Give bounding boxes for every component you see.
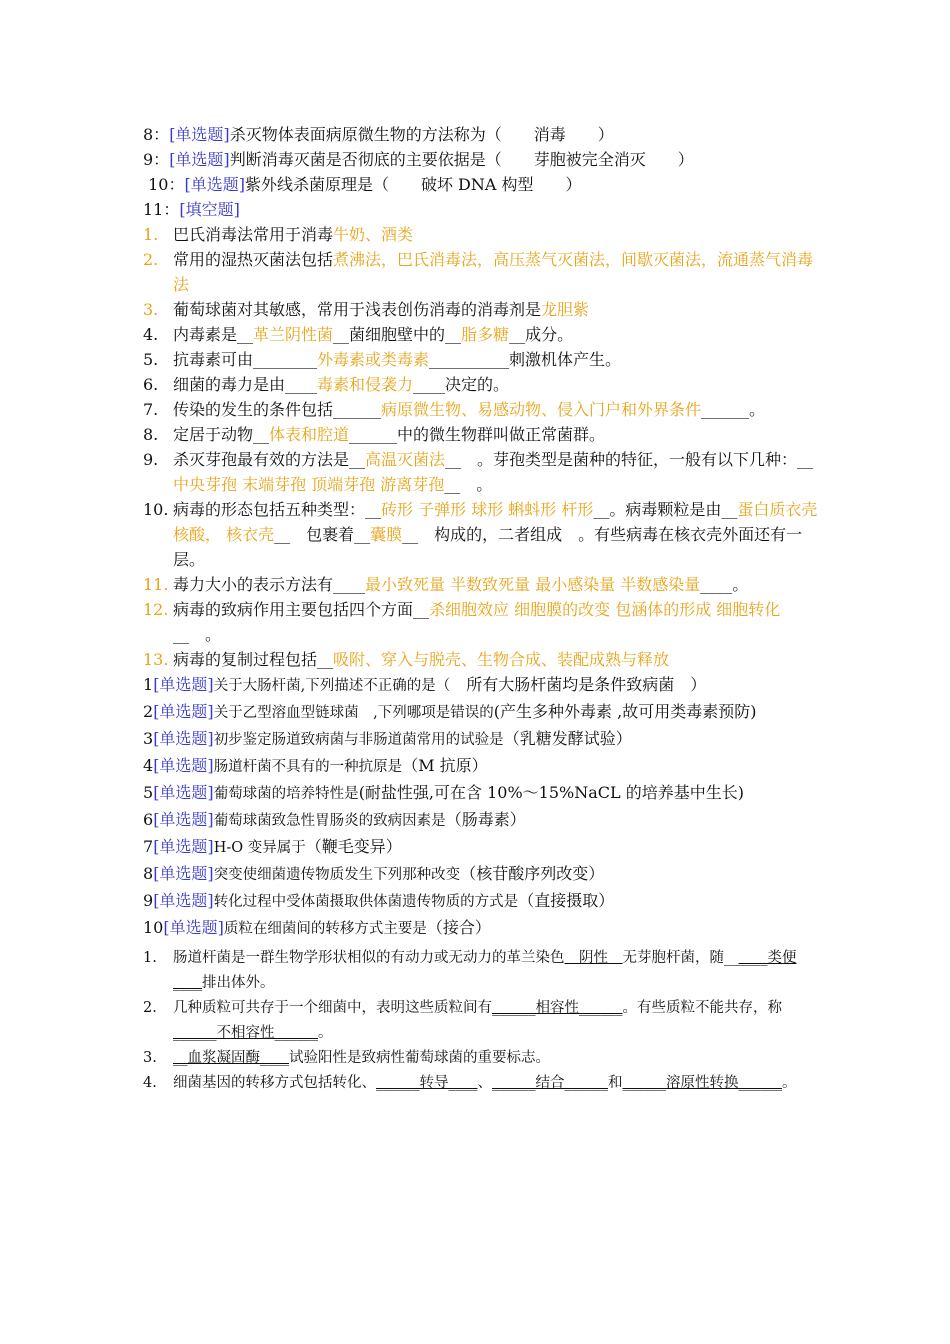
- item-number: 3.: [143, 1050, 157, 1066]
- question-text: 紫外线杀菌原理是（ 破坏 DNA 构型 ）: [244, 175, 582, 194]
- fill-item-6: 6. 细菌的毒力是由____毒素和侵袭力____决定的。: [143, 372, 820, 397]
- choice-question-2: 2[单选题]关于乙型溶血型链球菌 ,下列哪项是错误的(产生多种外毒素 ,故可用类毒素预防): [143, 702, 757, 721]
- fill-item-2: 2. 常用的湿热灭菌法包括煮沸法，巴氏消毒法，高压蒸气灭菌法，间歇灭菌法，流通蒸气消毒法: [143, 247, 820, 297]
- fill-item-8: 8. 定居于动物__体表和腔道______中的微生物群叫做正常菌群。: [143, 422, 820, 447]
- question-type-tag: [单选题]: [163, 918, 224, 937]
- fill2-item-2: 2. 几种质粒可共存于一个细菌中，表明这些质粒间有______相容性______。有些质粒不能共存，称______不相容性______。: [143, 996, 820, 1046]
- question-10: [143, 172, 820, 197]
- question-type-tag: [单选题]: [153, 810, 214, 829]
- fill-item-3: 3. 葡萄球菌对其敏感，常用于浅表创伤消毒的消毒剂是龙胆紫: [143, 297, 820, 322]
- fill-item-9: 9. 杀灭芽孢最有效的方法是__高温灭菌法__ 。芽孢类型是菌种的特征，一般有以下几种：__中央芽孢 末端芽孢 顶端芽孢 游离芽孢__ 。: [143, 447, 820, 497]
- item-number: 4.: [143, 1075, 157, 1091]
- item-number: 13.: [143, 650, 169, 669]
- choice-question-5: 5[单选题]葡萄球菌的培养特性是(耐盐性强,可在含 10%～15%NaCL 的培养基中生长): [143, 783, 744, 802]
- choice-question-8: 8[单选题]突变使细菌遗传物质发生下列那种改变（核苷酸序列改变）: [143, 864, 605, 883]
- question-8: [143, 122, 820, 147]
- question-number: 8：: [143, 125, 170, 144]
- item-number: 1.: [143, 225, 159, 244]
- fill-item-5: 5. 抗毒素可由________外毒素或类毒素__________刺激机体产生。: [143, 347, 820, 372]
- item-number: 10.: [143, 500, 169, 519]
- answer-text: 囊膜: [370, 525, 403, 544]
- choice-question-10: 10[单选题]质粒在细菌间的转移方式主要是（接合）: [143, 918, 491, 937]
- answer-text: （接合）: [426, 918, 491, 937]
- fill-item-12: 12. 病毒的致病作用主要包括四个方面__杀细胞效应 细胞膜的改变 包涵体的形成 细胞转化__ 。: [143, 597, 820, 647]
- question-type-tag: [单选题]: [184, 175, 245, 194]
- answer-text: 外毒素或类毒素: [317, 350, 430, 369]
- item-number: 11.: [143, 575, 169, 594]
- fill-item-7: 7. 传染的发生的条件包括______病原微生物、易感动物、侵入门户和外界条件______。: [143, 397, 820, 422]
- answer-text: (耐盐性强,可在含 10%～15%NaCL 的培养基中生长): [358, 783, 744, 802]
- fill-item-1: 1. 巴氏消毒法常用于消毒牛奶、酒类: [143, 222, 820, 247]
- answer-text: 所有大肠杆菌均是条件致病菌 ）: [450, 675, 707, 694]
- question-type-tag: [单选题]: [153, 702, 214, 721]
- fill2-item-1: 1. 肠道杆菌是一群生物学形状相似的有动力或无动力的革兰染色 阴性 无芽胞杆菌，随______类便____排出体外。: [143, 946, 820, 996]
- item-number: 7.: [143, 400, 159, 419]
- choice-question-9: 9[单选题]转化过程中受体菌摄取供体菌遗传物质的方式是（直接摄取）: [143, 891, 615, 910]
- question-type-tag: [单选题]: [153, 864, 214, 883]
- answer-text: 最小致死量 半数致死量 最小感染量 半数感染量: [365, 575, 701, 594]
- answer-text: 龙胆紫: [541, 300, 590, 319]
- answer-text: 煮沸法，巴氏消毒法，高压蒸气灭菌法，间歇灭菌法，流通蒸气消毒法: [173, 250, 814, 294]
- item-number: 5.: [143, 350, 159, 369]
- answer-text: （核苷酸序列改变）: [460, 864, 605, 883]
- question-text: 杀灭物体表面病原微生物的方法称为（ 消毒 ）: [229, 125, 614, 144]
- answer-text: 牛奶、酒类: [333, 225, 414, 244]
- answer-text: （肠毒素）: [445, 810, 526, 829]
- question-type-tag: [填空题]: [179, 200, 240, 219]
- answer-text: 革兰阴性菌: [253, 325, 334, 344]
- answer-text: ______不相容性______: [173, 1025, 318, 1041]
- answer-text: (产生多种外毒素 ,故可用类毒素预防): [493, 702, 757, 721]
- question-number: 11：: [143, 200, 180, 219]
- item-number: 12.: [143, 600, 169, 619]
- fill-blank-list: [143, 222, 820, 672]
- answer-text: 中央芽孢 末端芽孢 顶端芽孢 游离芽孢: [173, 475, 445, 494]
- item-number: 2.: [143, 1000, 157, 1016]
- question-type-tag: [单选题]: [153, 729, 214, 748]
- question-number: 9：: [143, 150, 170, 169]
- choice-question-7: 7[单选题]H-O 变异属于（鞭毛变异）: [143, 837, 402, 856]
- fill-item-10: 10. 病毒的形态包括五种类型：__砖形 子弹形 球形 蝌蚪形 杆形__。病毒颗粒是由__蛋白质衣壳 核酸， 核衣壳__ 包裹着__囊膜__ 构成的，二者组成 。有些病毒在核衣壳外面还有一层。: [143, 497, 820, 572]
- answer-text: 毒素和侵袭力: [317, 375, 414, 394]
- section-3-fill-list: [143, 946, 820, 1096]
- choice-question-3: 3[单选题]初步鉴定肠道致病菌与非肠道菌常用的试验是（乳糖发酵试验）: [143, 729, 632, 748]
- question-9: [143, 147, 820, 172]
- answer-text: 杀细胞效应 细胞膜的改变 包涵体的形成 细胞转化: [429, 600, 781, 619]
- item-number: 8.: [143, 425, 159, 444]
- section-1-questions: [143, 122, 820, 222]
- item-number: 2.: [143, 250, 159, 269]
- fill-item-4: 4. 内毒素是__革兰阴性菌__菌细胞壁中的__脂多糖__成分。: [143, 322, 820, 347]
- answer-text: 蛋白质衣壳 核酸， 核衣壳: [173, 500, 818, 544]
- answer-text: （直接摄取）: [518, 891, 615, 910]
- answer-text: （乳糖发酵试验）: [503, 729, 632, 748]
- answer-text: ______转导____: [376, 1075, 478, 1091]
- question-type-tag: [单选题]: [153, 837, 214, 856]
- choice-question-6: 6[单选题]葡萄球菌致急性胃肠炎的致病因素是（肠毒素）: [143, 810, 526, 829]
- question-type-tag: [单选题]: [153, 783, 214, 802]
- question-type-tag: [单选题]: [169, 150, 230, 169]
- choice-question-1: 1[单选题]关于大肠杆菌,下列描述不正确的是（ 所有大肠杆菌均是条件致病菌 ）: [143, 675, 707, 694]
- answer-text: ______相容性______: [492, 1000, 623, 1016]
- item-number: 3.: [143, 300, 159, 319]
- question-text: 判断消毒灭菌是否彻底的主要依据是（ 芽胞被完全消灭 ）: [229, 150, 694, 169]
- fill2-item-3: 3. __血浆凝固酶____试验阳性是致病性葡萄球菌的重要标志。: [143, 1046, 820, 1071]
- question-type-tag: [单选题]: [153, 675, 214, 694]
- question-11: [143, 197, 820, 222]
- question-type-tag: [单选题]: [169, 125, 230, 144]
- answer-text: 体表和腔道: [269, 425, 350, 444]
- answer-text: 吸附、穿入与脱壳、生物合成、装配成熟与释放: [333, 650, 670, 669]
- question-number: 10：: [148, 175, 185, 194]
- answer-text: ____类便____: [173, 950, 797, 991]
- question-type-tag: [单选题]: [153, 891, 214, 910]
- answer-text: ______结合______: [492, 1075, 608, 1091]
- choice-question-4: 4[单选题]肠道杆菌不具有的一种抗原是（M 抗原）: [143, 756, 488, 775]
- item-number: 9.: [143, 450, 159, 469]
- item-number: 6.: [143, 375, 159, 394]
- answer-text: 高温灭菌法: [365, 450, 446, 469]
- fill2-item-4: 4. 细菌基因的转移方式包括转化、______转导____、______结合______和______溶原性转换______。: [143, 1071, 820, 1096]
- answer-text: ______溶原性转换______: [622, 1075, 782, 1091]
- answer-text: （鞭毛变异）: [305, 837, 402, 856]
- fill-item-11: 11. 毒力大小的表示方法有____最小致死量 半数致死量 最小感染量 半数感染量____。: [143, 572, 820, 597]
- answer-text: 阴性: [564, 950, 623, 966]
- answer-text: 脂多糖: [461, 325, 510, 344]
- answer-text: 病原微生物、易感动物、侵入门户和外界条件: [381, 400, 702, 419]
- section-2-questions: [143, 672, 820, 942]
- answer-text: 砖形 子弹形 球形 蝌蚪形 杆形: [381, 500, 594, 519]
- item-number: 4.: [143, 325, 159, 344]
- question-type-tag: [单选题]: [153, 756, 214, 775]
- item-number: 1.: [143, 950, 157, 966]
- fill-item-13: 13. 病毒的复制过程包括__吸附、穿入与脱壳、生物合成、装配成熟与释放: [143, 647, 820, 672]
- answer-text: （M 抗原）: [402, 756, 488, 775]
- answer-text: __血浆凝固酶____: [173, 1050, 289, 1066]
